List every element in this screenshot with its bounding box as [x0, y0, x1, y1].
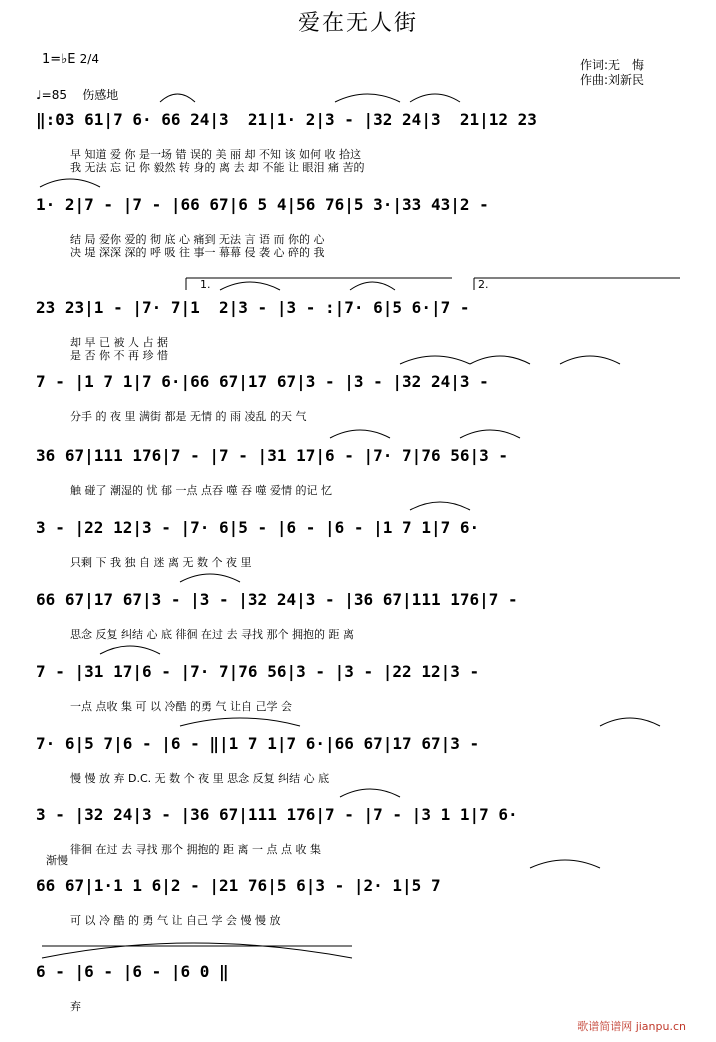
- lyric-line-8-1: 一点 点收 集 可 以 冷酷 的勇 气 让自 己学 会: [70, 700, 292, 713]
- notation-line-12: 6 - |6 - |6 - |6 0 ‖: [36, 962, 229, 981]
- slur-7: [400, 356, 470, 364]
- notation-line-8: 7 - |31 17|6 - |7· 7|76 56|3 - |3 - |22 12|3 -: [36, 662, 480, 681]
- lyric-line-12-1: 弃: [70, 1000, 81, 1013]
- slur-2: [335, 94, 400, 102]
- expression-marking: 伤感地: [82, 88, 119, 102]
- slur-17: [340, 789, 400, 797]
- slur-15: [180, 718, 300, 726]
- slur-16: [600, 718, 660, 726]
- notation-line-1: ‖:03 61|7 6· 66 24|3 21|1· 2|3 - |32 24|3 21|12 23: [36, 110, 537, 129]
- notation-line-5: 36 67|111 176|7 - |7 - |31 17|6 - |7· 7|76 56|3 -: [36, 446, 509, 465]
- watermark: 歌谱简谱网 jianpu.cn: [577, 1020, 686, 1033]
- lyric-line-9-1: 慢 慢 放 弃 D.C. 无 数 个 夜 里 思念 反复 纠结 心 底: [70, 772, 330, 785]
- lyric-line-1-2: 我 无法 忘 记 你 毅然 转 身的 离 去 却 不能 让 眼泪 痛 苦的: [70, 161, 365, 174]
- notation-line-9: 7· 6|5 7|6 - |6 - ‖|1 7 1|7 6·|66 67|17 67|3 -: [36, 734, 480, 753]
- slur-1: [160, 94, 195, 102]
- key-signature-text: 1=♭E: [42, 52, 76, 67]
- slur-4: [40, 179, 100, 187]
- notation-line-11: 66 67|1·1 1 6|2 - |21 76|5 6|3 - |2· 1|5 7: [36, 876, 441, 895]
- lyric-line-3-1: 却 早 已 被 人 占 据: [70, 336, 168, 349]
- volta-2: 2.: [478, 278, 489, 291]
- lyric-line-1-1: 早 知道 爱 你 是一场 错 误的 美 丽 却 不知 该 如何 收 拾这: [70, 148, 361, 161]
- slur-11: [460, 430, 520, 438]
- composer: 作曲:刘新民: [580, 73, 645, 87]
- lyric-line-6-1: 只剩 下 我 独 自 迷 离 无 数 个 夜 里: [70, 556, 252, 569]
- lyric-line-7-1: 思念 反复 纠结 心 底 徘徊 在过 去 寻找 那个 拥抱的 距 离: [70, 628, 354, 641]
- notation-line-7: 66 67|17 67|3 - |3 - |32 24|3 - |36 67|111 176|7 -: [36, 590, 518, 609]
- tempo-value: ♩=85: [36, 88, 67, 102]
- volta-1: 1.: [200, 278, 211, 291]
- slur-14: [100, 646, 160, 654]
- lyricist: 作词:无 悔: [580, 58, 645, 72]
- slur-10: [330, 430, 390, 438]
- notation-line-6: 3 - |22 12|3 - |7· 6|5 - |6 - |6 - |1 7 1|7 6·: [36, 518, 480, 537]
- slur-6: [350, 282, 395, 290]
- notation-line-4: 7 - |1 7 1|7 6·|66 67|17 67|3 - |3 - |32 24|3 -: [36, 372, 489, 391]
- slur-5: [220, 282, 280, 290]
- song-title: 爱在无人街: [297, 11, 418, 36]
- lyric-line-11-1: 可 以 冷 酷 的 勇 气 让 自己 学 会 慢 慢 放: [70, 914, 281, 927]
- notation-line-2: 1· 2|7 - |7 - |66 67|6 5 4|56 76|5 3·|33 43|2 -: [36, 195, 489, 214]
- slur-3: [410, 94, 460, 102]
- slur-9: [560, 356, 620, 364]
- slur-18: [530, 860, 600, 868]
- lyric-line-2-2: 决 堤 深深 深的 呼 吸 往 事一 幕幕 侵 袭 心 碎的 我: [70, 246, 325, 259]
- lyric-line-2-1: 结 局 爱你 爱的 彻 底 心 痛到 无法 言 语 而 你的 心: [70, 233, 325, 246]
- ritardando-marking: 渐慢: [46, 854, 68, 867]
- lyric-line-5-1: 触 碰了 潮湿的 忧 郁 一点 点吞 噬 吞 噬 爱情 的记 忆: [70, 484, 332, 497]
- lyric-line-3-2: 是 否 你 不 再 珍 惜: [70, 349, 168, 362]
- final-slur: [42, 943, 352, 958]
- slur-13: [180, 574, 240, 582]
- time-signature: 2/4: [79, 52, 99, 66]
- slur-8: [470, 356, 530, 364]
- lyric-line-4-1: 分手 的 夜 里 满街 都是 无情 的 雨 凌乱 的天 气: [70, 410, 307, 423]
- slur-12: [410, 502, 470, 510]
- notation-line-10: 3 - |32 24|3 - |36 67|111 176|7 - |7 - |3 1 1|7 6·: [36, 805, 518, 824]
- lyric-line-10-1: 徘徊 在过 去 寻找 那个 拥抱的 距 离 一 点 点 收 集: [70, 843, 321, 856]
- notation-line-3: 23 23|1 - |7· 7|1 2|3 - |3 - :|7· 6|5 6·|7 -: [36, 298, 470, 317]
